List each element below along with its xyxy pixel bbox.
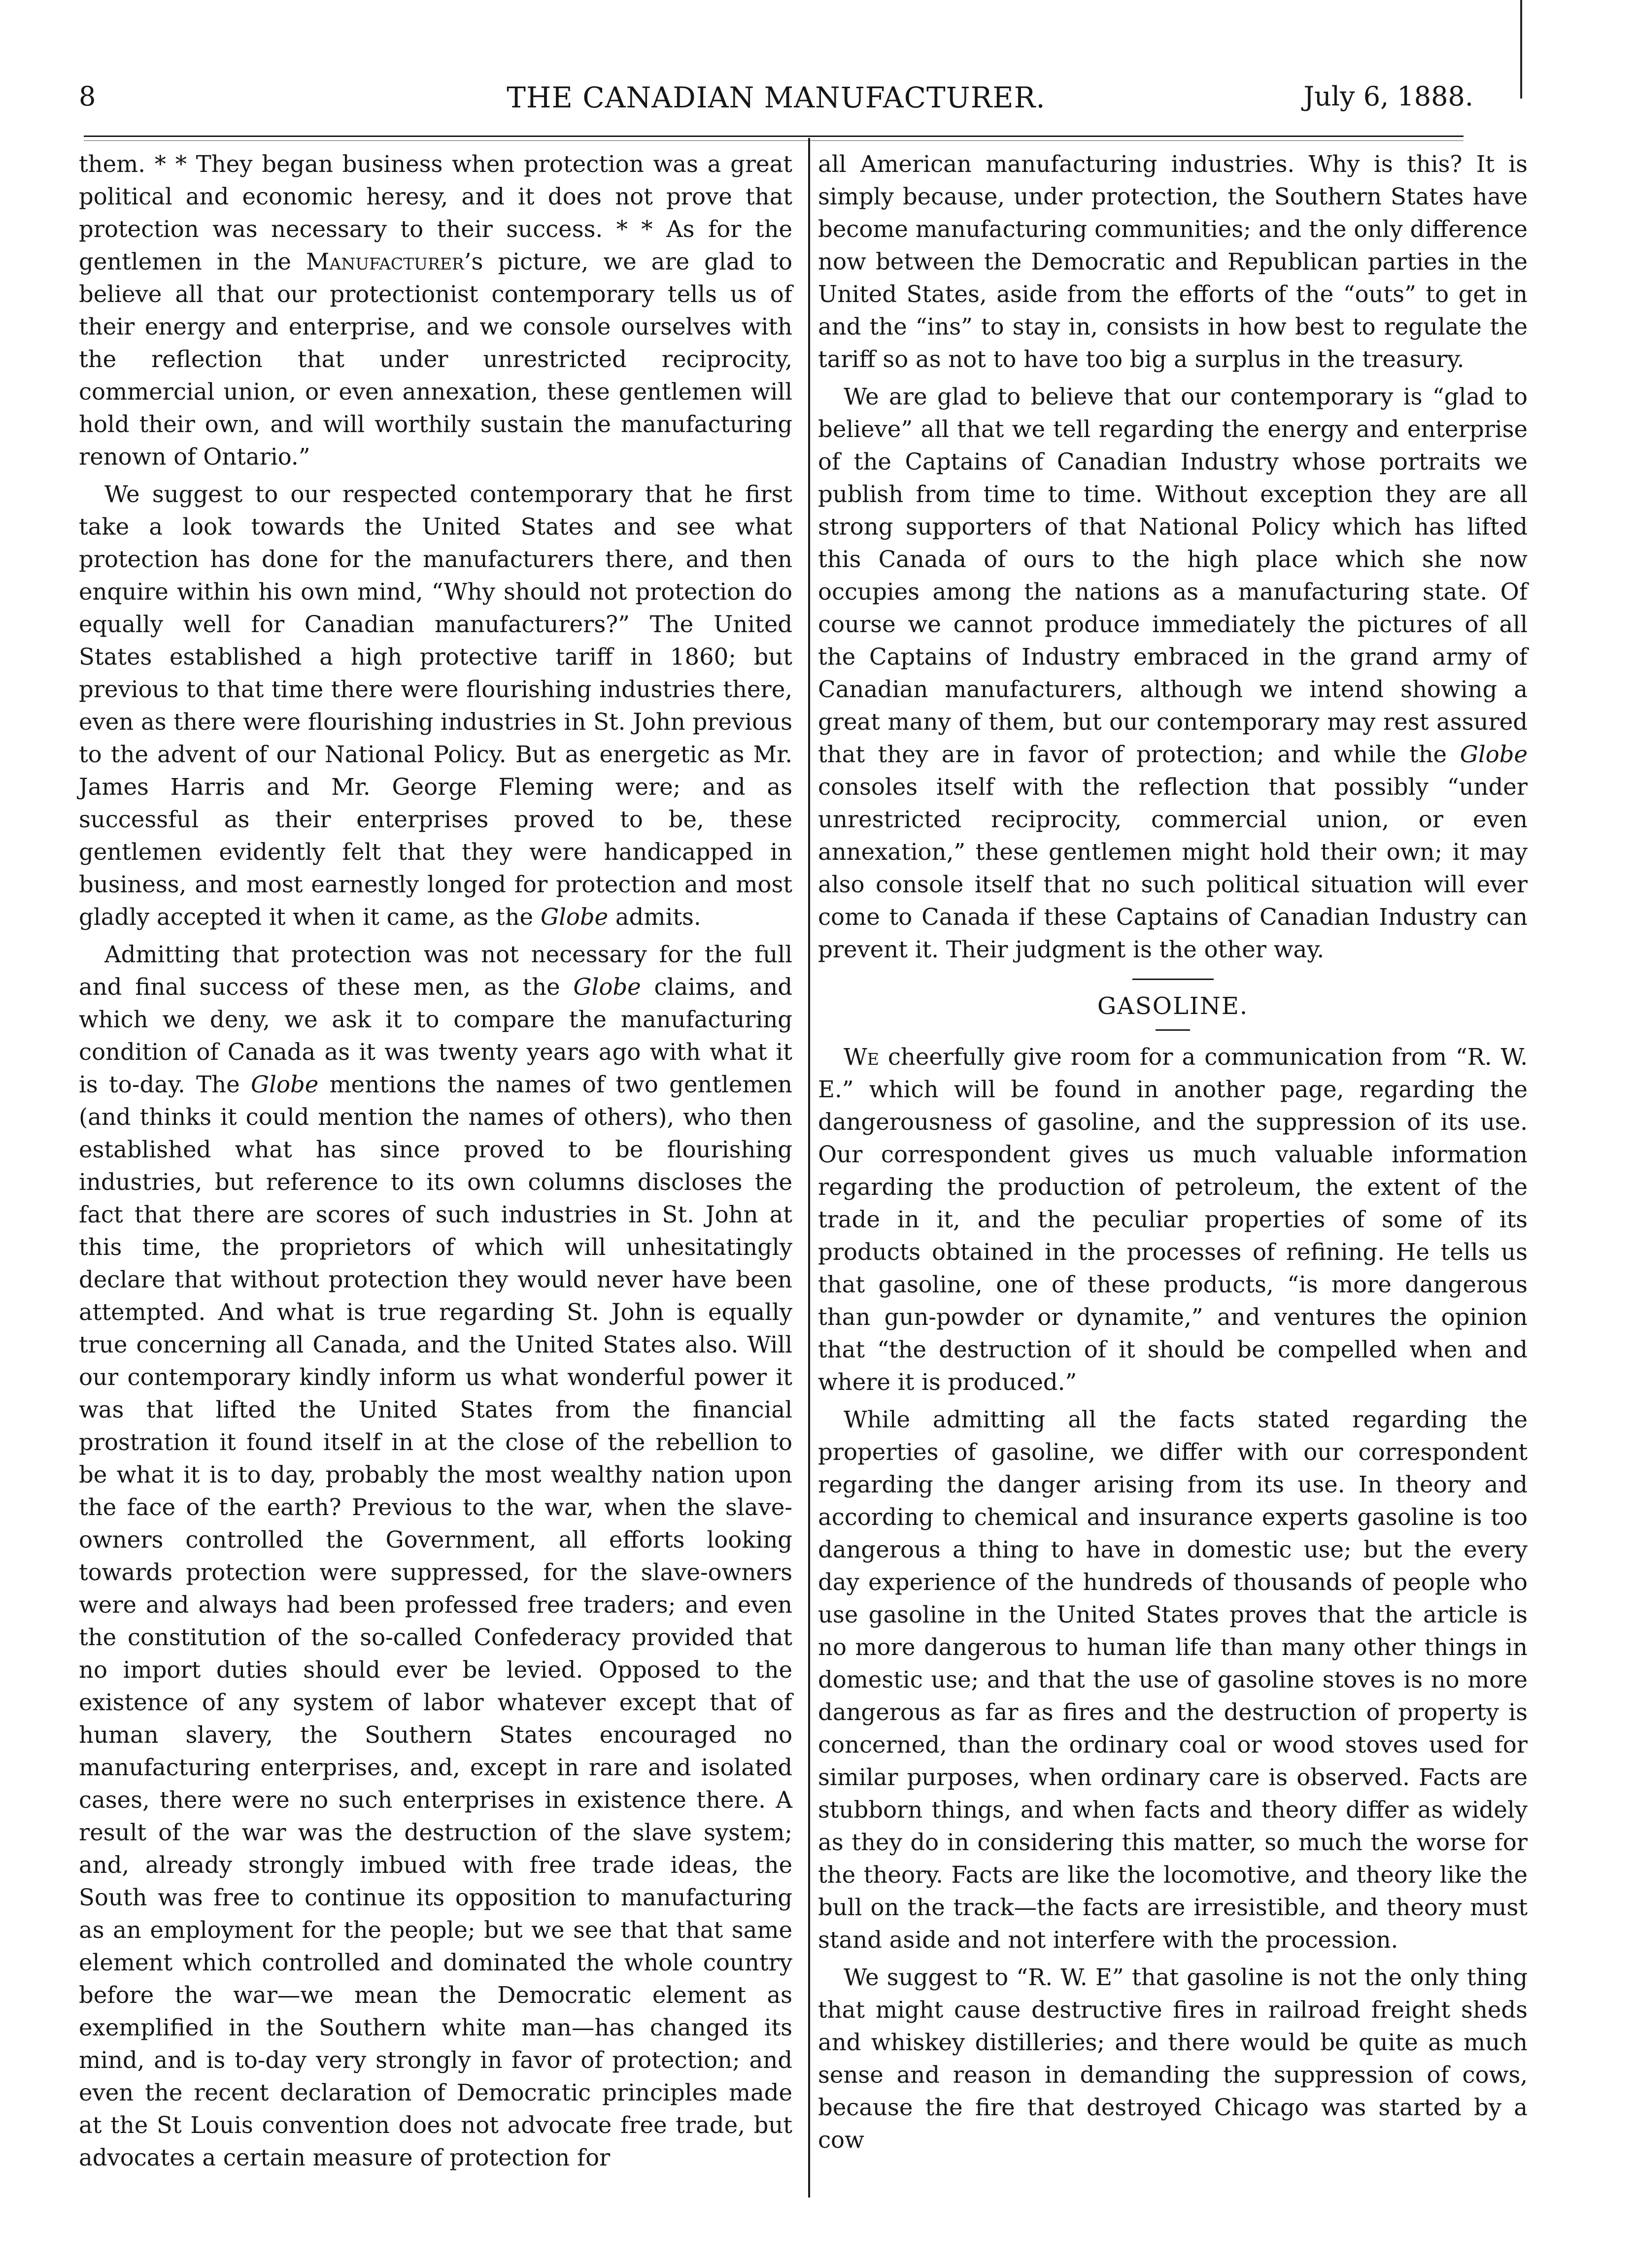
right-column bbox=[818, 148, 1528, 2161]
right-paragraph-1: all American manufacturing industries. Why is this? It is simply because, under protection, the Southern States have become manufacturing communities; and the only difference now between the Democratic and Republican parties in the United States, aside from the efforts of the “outs” to get in and the “ins” to stay in, consists in how best to regulate the tariff so as not to have too big a surplus in the treasury. bbox=[818, 151, 1528, 372]
page-header bbox=[79, 74, 1473, 128]
section-rule-below bbox=[1156, 1029, 1190, 1031]
header-rule bbox=[84, 135, 1464, 137]
left-paragraph-3: Admitting that protection was not necessary for the full and final success of these men, as the Globe claims, and which we deny, we ask it to compare the manufacturing condition of Canada as it was twenty years ago with what it is to-day. The Globe mentions the names of two gentlemen (and thinks it could mention the names of others), who then established what has since proved to be flourishing industries, but reference to its own columns discloses the fact that there are scores of such industries in St. John at this time, the proprietors of which will unhesitatingly declare that without protection they would never have been attempted. And what is true regarding St. John is equally true concerning all Canada, and the United States also. Will our contemporary kindly inform us what wonderful power it was that lifted the United States from the financial prostration it found itself in at the close of the rebellion to be what it is to day, probably the most wealthy nation upon the face of the earth? Previous to the war, when the slave-owners controlled the Government, all efforts looking towards protection were suppressed, for the slave-owners were and always had been professed free traders; and even the constitution of the so-called Confederacy provided that no import duties should ever be levied. Opposed to the existence of any system of labor whatever except that of human slavery, the Southern States encouraged no manufacturing enterprises, and, except in rare and isolated cases, there were no such enterprises in existence there. A result of the war was the destruction of the slave system; and, already strongly imbued with free trade ideas, the South was free to continue its opposition to manufacturing as an employment for the people; but we see that that same element which controlled and dominated the whole country before the war—we mean the Democratic element as exemplified in the Southern white man—has changed its mind, and is to-day very strongly in favor of protection; and even the recent declaration of Democratic principles made at the St Louis convention does not advocate free trade, but advocates a certain measure of protection for bbox=[79, 941, 792, 2171]
right-paragraph-3: We cheerfully give room for a communication from “R. W. E.” which will be found in another page, regarding the dangerousness of gasoline, and the suppression of its use. Our correspondent gives us much valuable information regarding the production of petroleum, the extent of the trade in it, and the peculiar properties of some of its products obtained in the processes of refining. He tells us that gasoline, one of these products, “is more dangerous than gun-powder or dynamite,” and ventures the opinion that “the destruction of it should be compelled when and where it is produced.” bbox=[818, 1044, 1528, 1395]
left-paragraph-1: them. * * They began business when protection was a great political and economic heresy, and it does not prove that protection was necessary to their success. * * As for the gentlemen in the Manufacturer’s picture, we are glad to believe all that our protectionist contemporary tells us of their energy and enterprise, and we console ourselves with the reflection that under unrestricted reciprocity, commercial union, or even annexation, these gentlemen will hold their own, and will worthily sustain the manufacturing renown of Ontario.” bbox=[79, 151, 792, 470]
left-paragraph-2: We suggest to our respected contemporary that he first take a look towards the United States and see what protection has done for the manufacturers there, and then enquire within his own mind, “Why should not protection do equally well for Canadian manufacturers?” The United States established a high protective tariff in 1860; but previous to that time there were flourishing industries there, even as there were flourishing industries in St. John previous to the advent of our National Policy. But as energetic as Mr. James Harris and Mr. George Fleming were; and as successful as their enterprises proved to be, these gentlemen evidently felt that they were handicapped in business, and most earnestly longed for protection and most gladly accepted it when it came, as the Globe admits. bbox=[79, 481, 792, 930]
section-title-gasoline: GASOLINE. bbox=[1097, 992, 1249, 1020]
left-column bbox=[79, 148, 792, 2179]
header-rule-thin bbox=[84, 140, 1464, 141]
right-paragraph-4: While admitting all the facts stated regarding the properties of gasoline, we differ with our correspondent regarding the danger arising from its use. In theory and according to chemical and insurance experts gasoline is too dangerous a thing to have in domestic use; but the every day experience of the hundreds of thousands of people who use gasoline in the United States proves that the article is no more dangerous to human life than many other things in domestic use; and that the use of gasoline stoves is no more dangerous as far as fires and the destruction of property is concerned, than the ordinary coal or wood stoves used for similar purposes, when ordinary care is observed. Facts are stubborn things, and when facts and theory differ as widely as they do in considering this matter, so much the worse for the theory. Facts are like the locomotive, and theory like the bull on the track—the facts are irresistible, and theory must stand aside and not interfere with the procession. bbox=[818, 1406, 1528, 1953]
section-rule-above bbox=[1132, 979, 1214, 980]
issue-date: July 6, 1888. bbox=[1303, 81, 1473, 112]
right-paragraph-5: We suggest to “R. W. E” that gasoline is not the only thing that might cause destructive fires in railroad freight sheds and whiskey distilleries; and there would be quite as much sense and reason in demanding the suppression of cows, because the fire that destroyed Chicago was started by a cow bbox=[818, 1964, 1528, 2153]
page-number: 8 bbox=[79, 81, 96, 112]
column-divider bbox=[808, 138, 810, 2198]
right-paragraph-2: We are glad to believe that our contemporary is “glad to believe” all that we tell regarding the energy and enterprise of the Captains of Canadian Industry whose portraits we publish from time to time. Without exception they are all strong supporters of that National Policy which has lifted this Canada of ours to the high place which she now occupies among the nations as a manufacturing state. Of course we cannot produce immediately the pictures of all the Captains of Industry embraced in the grand army of Canadian manufacturers, although we intend showing a great many of them, but our contemporary may rest assured that they are in favor of protection; and while the Globe consoles itself with the reflection that possibly “under unrestricted reciprocity, commercial union, or even annexation,” these gentlemen might hold their own; it may also console itself that no such political situation will ever come to Canada if these Captains of Canadian Industry can prevent it. Their judgment is the other way. bbox=[818, 383, 1528, 963]
publication-title: THE CANADIAN MANUFACTURER. bbox=[507, 81, 1046, 114]
scan-edge-mark bbox=[1520, 0, 1522, 99]
